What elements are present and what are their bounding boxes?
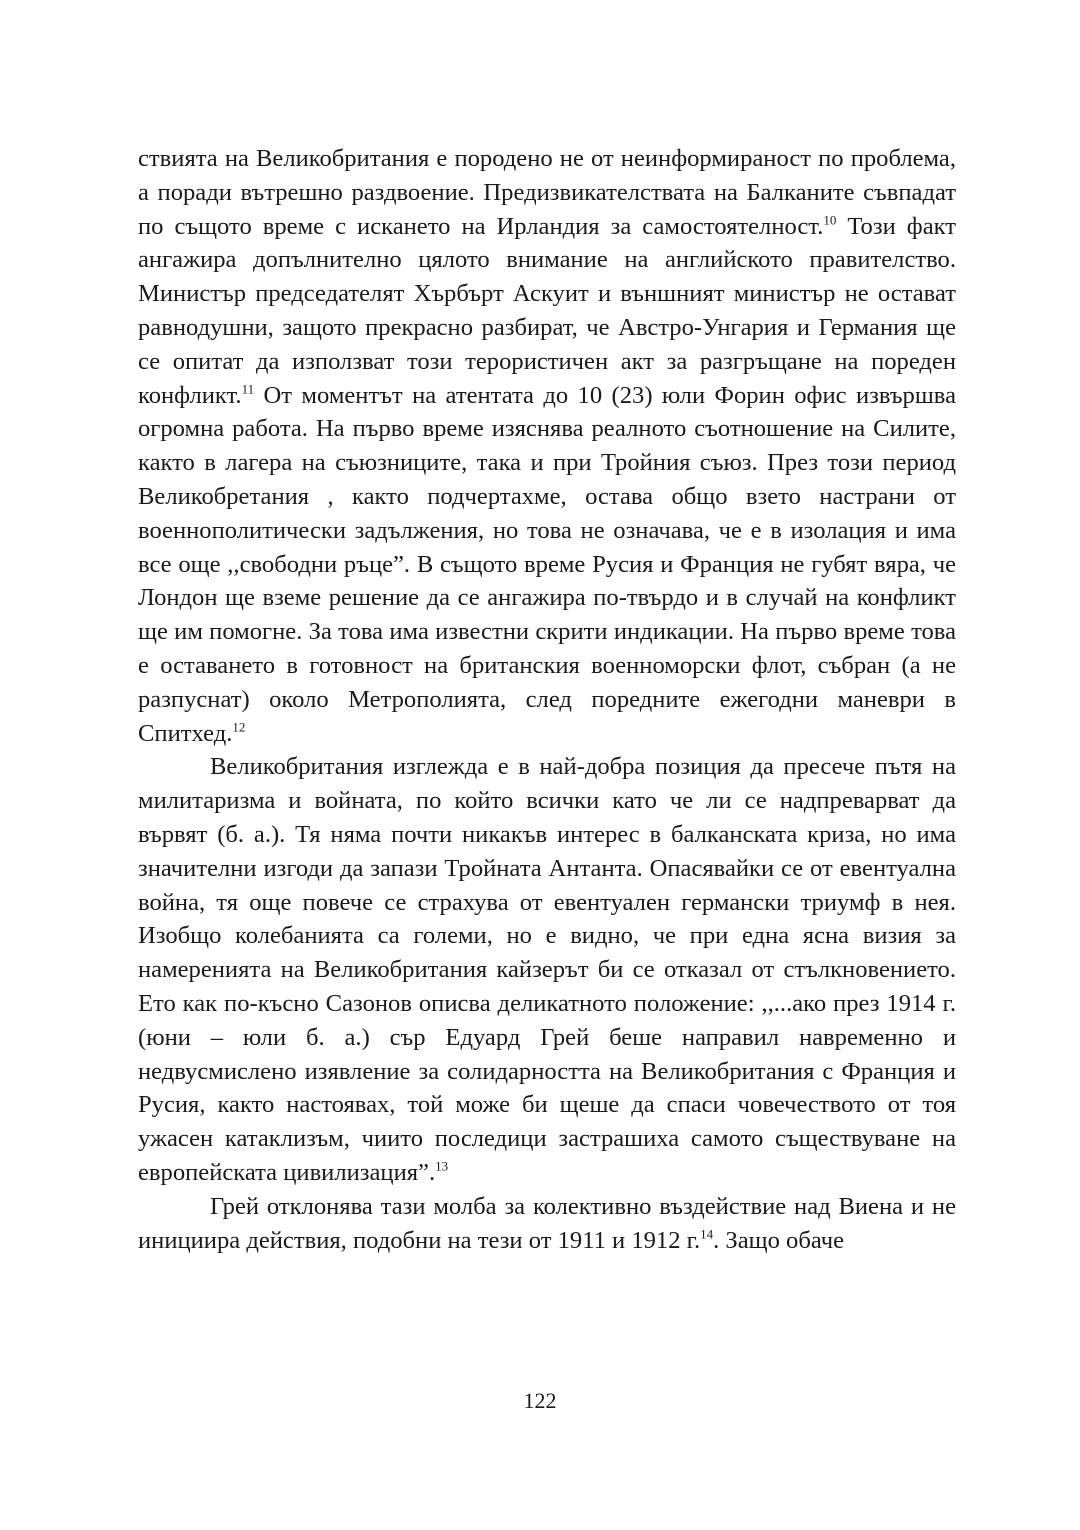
footnote-ref-10: 10 bbox=[823, 211, 837, 227]
footnote-ref-14: 14 bbox=[700, 1225, 714, 1241]
paragraph-1-text-2: Този факт ангажира допълнително цялото внимание на английското правителство. Министър председателят Хърбърт Аскуит и външният министър не остават равнодушни, защото прекрасно разбират, че Австро-Унгария и Германия ще се опитат да използват този терористичен акт за разгръщане на пореден конфликт. bbox=[138, 212, 956, 409]
paragraph-3 bbox=[138, 1190, 956, 1258]
paragraph-1-text-1: ствията на Великобритания е породено не от неинформираност по проблема, а поради вътрешно раздвоение. Предизвикателствата на Балканите съвпадат по същото време с искането на Ирландия за самостоятелност. bbox=[138, 145, 956, 240]
paragraph-3-text-1: Грей отклонява тази молба за колективно въздействие над Виена и не инициира действия, подобни на тези от 1911 и 1912 г. bbox=[138, 1192, 956, 1254]
footnote-ref-12: 12 bbox=[232, 718, 246, 734]
paragraph-2 bbox=[138, 750, 956, 1189]
paragraph-1 bbox=[138, 142, 956, 750]
page-body bbox=[138, 142, 956, 1257]
paragraph-2-text-1: Великобритания изглежда е в най-добра позиция да пресече пътя на милитаризма и войната, по който всички като че ли се надпреварват да вървят (б. а.). Тя няма почти никакъв интерес в балканската криза, но има значителни изгоди да запази Тройната Антанта. Опасявайки се от евентуална война, тя още повече се страхува от евентуален германски триумф в нея. Изобщо колебанията са големи, но е видно, че при една ясна визия за намеренията на Великобритания кайзерът би се отказал от стълкновението. Ето как по-късно Сазонов описва деликатното положение: ,,...ако през 1914 г. (юни – юли б. а.) сър Едуард Грей беше направил навременно и недвусмислено изявление за солидарността на Великобритания с Франция и Русия, както настоявах, той може би щеше да спаси човечеството от тоя ужасен катаклизъм, чиито последици застрашиха самото съществуване на европейската цивилизация”. bbox=[138, 753, 956, 1186]
page-number: 122 bbox=[523, 1388, 557, 1413]
footnote-ref-13: 13 bbox=[435, 1158, 449, 1174]
paragraph-1-text-3: От моментът на атентата до 10 (23) юли Форин офис извършва огромна работа. На първо време изяснява реалното съотношение на Силите, както в лагера на съюзниците, така и при Тройния съюз. През този период Великобретания , както подчертахме, остава общо взето настрани от военнополитически задължения, но това не означава, че е в изолация и има все още ,,свободни ръце”. В същото време Русия и Франция не губят вяра, че Лондон ще вземе решение да се ангажира по-твърдо и в случай на конфликт ще им помогне. За това има известни скрити индикации. На първо време това е оставането в готовност на британския военноморски флот, събран (а не разпуснат) около Метрополията, след поредните ежегодни маневри в Спитхед. bbox=[138, 381, 956, 747]
paragraph-3-text-2: . Защо обаче bbox=[713, 1226, 845, 1254]
footnote-ref-11: 11 bbox=[241, 380, 255, 396]
